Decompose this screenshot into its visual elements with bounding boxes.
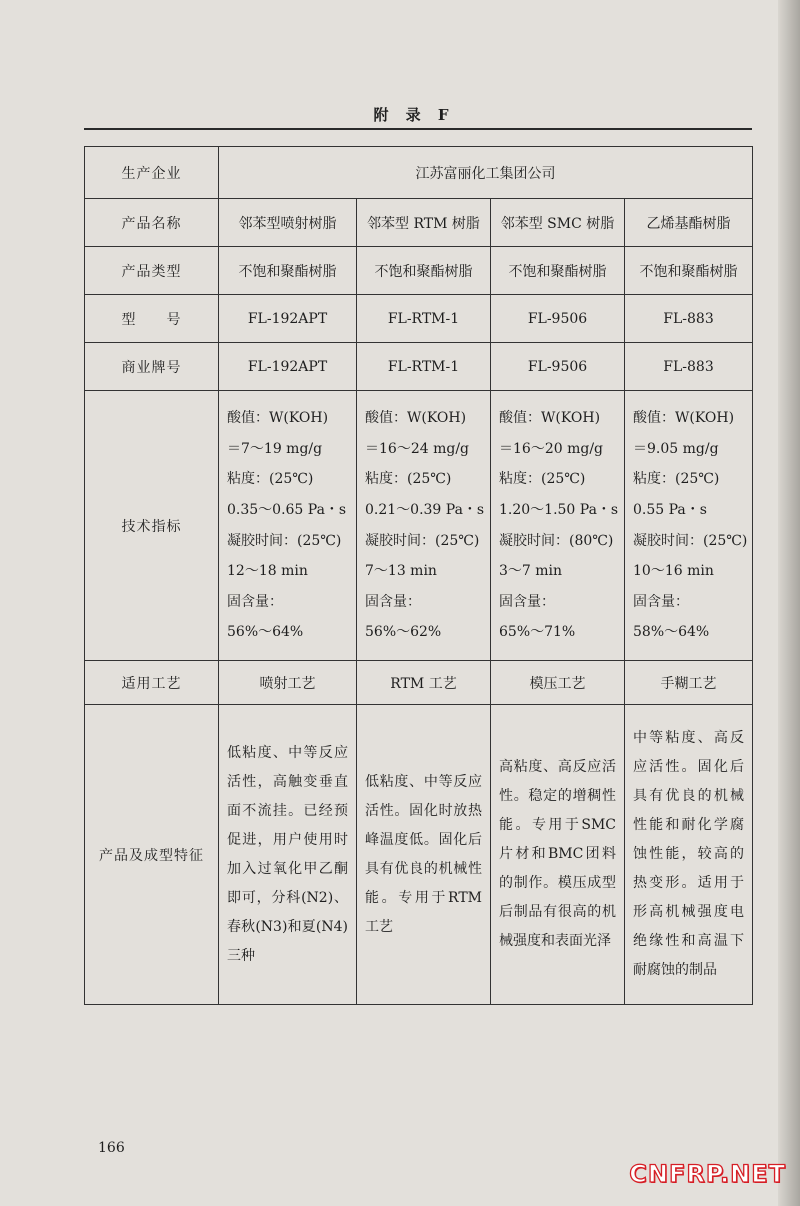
spec-line: 固含量： [227,593,283,610]
spec-line: 酸值：W(KOH) [499,410,601,427]
resin-spec-table [84,146,753,1005]
spec-line: 粘度：(25℃) [365,471,452,488]
company-label: 生产企业 [85,147,219,199]
tech-spec-cell [491,391,625,661]
product-name-cell: 邻苯型喷射树脂 [219,199,357,247]
spec-line: 58%～64% [633,624,710,641]
product-type-cell: 不饱和聚酯树脂 [491,247,625,295]
process-cell: 模压工艺 [491,661,625,705]
tech-spec-cell [625,391,753,661]
header-rule [84,128,752,130]
spec-line: 粘度：(25℃) [227,471,314,488]
spec-line: 凝胶时间：(25℃) [633,532,748,549]
spec-line: ＝16～24 mg/g [365,440,469,457]
company-name: 江苏富丽化工集团公司 [219,147,753,199]
brand-row [85,343,753,391]
spec-line: 凝胶时间：(80℃) [499,532,614,549]
process-row [85,661,753,705]
product-name-row [85,199,753,247]
product-name-cell: 乙烯基酯树脂 [625,199,753,247]
spec-line: 凝胶时间：(25℃) [227,532,342,549]
spec-line: 凝胶时间：(25℃) [365,532,480,549]
process-cell: 喷射工艺 [219,661,357,705]
spec-line: 3～7 min [499,563,563,580]
feature-cell: 中等粘度、高反应活性。固化后具有优良的机械性能和耐化学腐蚀性能，较高的热变形。适用于形高机械强度电绝缘性和高温下耐腐蚀的制品 [625,705,753,1005]
spec-line: 1.20～1.50 Pa・s [499,501,619,518]
tech-spec-label: 技术指标 [85,391,219,661]
product-name-label: 产品名称 [85,199,219,247]
feature-label: 产品及成型特征 [85,705,219,1005]
feature-cell: 低粘度、中等反应活性。固化时放热峰温度低。固化后具有优良的机械性能。专用于RTM工艺 [357,705,491,1005]
spec-line: 10～16 min [633,563,714,580]
spec-line: 65%～71% [499,624,576,641]
spec-line: 固含量： [633,593,689,610]
spec-line: 0.21～0.39 Pa・s [365,501,485,518]
model-row [85,295,753,343]
spec-line: 0.35～0.65 Pa・s [227,501,347,518]
page-number: 166 [98,1140,125,1156]
model-label: 型 号 [85,295,219,343]
brand-cell: FL-192APT [219,343,357,391]
product-type-cell: 不饱和聚酯树脂 [357,247,491,295]
process-label: 适用工艺 [85,661,219,705]
tech-spec-cell [219,391,357,661]
process-cell: 手糊工艺 [625,661,753,705]
process-cell: RTM 工艺 [357,661,491,705]
spec-line: ＝9.05 mg/g [633,440,719,457]
company-row [85,147,753,199]
product-type-label: 产品类型 [85,247,219,295]
feature-cell: 高粘度、高反应活性。稳定的增稠性能。专用于SMC片材和BMC团料的制作。模压成型后制品有很高的机械强度和表面光泽 [491,705,625,1005]
spec-line: 固含量： [365,593,421,610]
spec-line: 酸值：W(KOH) [227,410,329,427]
page-edge-shadow [778,0,800,1206]
spec-line: 56%～62% [365,624,442,641]
tech-spec-cell [357,391,491,661]
spec-line: 粘度：(25℃) [499,471,586,488]
brand-label: 商业牌号 [85,343,219,391]
feature-cell: 低粘度、中等反应活性，高触变垂直面不流挂。已经预促进，用户使用时加入过氧化甲乙酮即可，分科(N2)、春秋(N3)和夏(N4)三种 [219,705,357,1005]
product-type-cell: 不饱和聚酯树脂 [219,247,357,295]
spec-line: 酸值：W(KOH) [365,410,467,427]
spec-line: 56%～64% [227,624,304,641]
spec-line: 粘度：(25℃) [633,471,720,488]
spec-line: 12～18 min [227,563,308,580]
running-head: 附 录 F [373,106,455,124]
product-type-cell: 不饱和聚酯树脂 [625,247,753,295]
model-cell: FL-192APT [219,295,357,343]
model-cell: FL-RTM-1 [357,295,491,343]
spec-line: 0.55 Pa・s [633,501,707,518]
tech-spec-row [85,391,753,661]
model-cell: FL-883 [625,295,753,343]
product-name-cell: 邻苯型 SMC 树脂 [491,199,625,247]
feature-row [85,705,753,1005]
product-name-cell: 邻苯型 RTM 树脂 [357,199,491,247]
brand-cell: FL-883 [625,343,753,391]
product-type-row [85,247,753,295]
spec-line: ＝16～20 mg/g [499,440,603,457]
model-cell: FL-9506 [491,295,625,343]
spec-line: 固含量： [499,593,555,610]
brand-cell: FL-RTM-1 [357,343,491,391]
brand-cell: FL-9506 [491,343,625,391]
spec-line: ＝7～19 mg/g [227,440,323,457]
spec-line: 酸值：W(KOH) [633,410,735,427]
spec-line: 7～13 min [365,563,437,580]
site-watermark: CNFRP.NET [629,1160,786,1188]
